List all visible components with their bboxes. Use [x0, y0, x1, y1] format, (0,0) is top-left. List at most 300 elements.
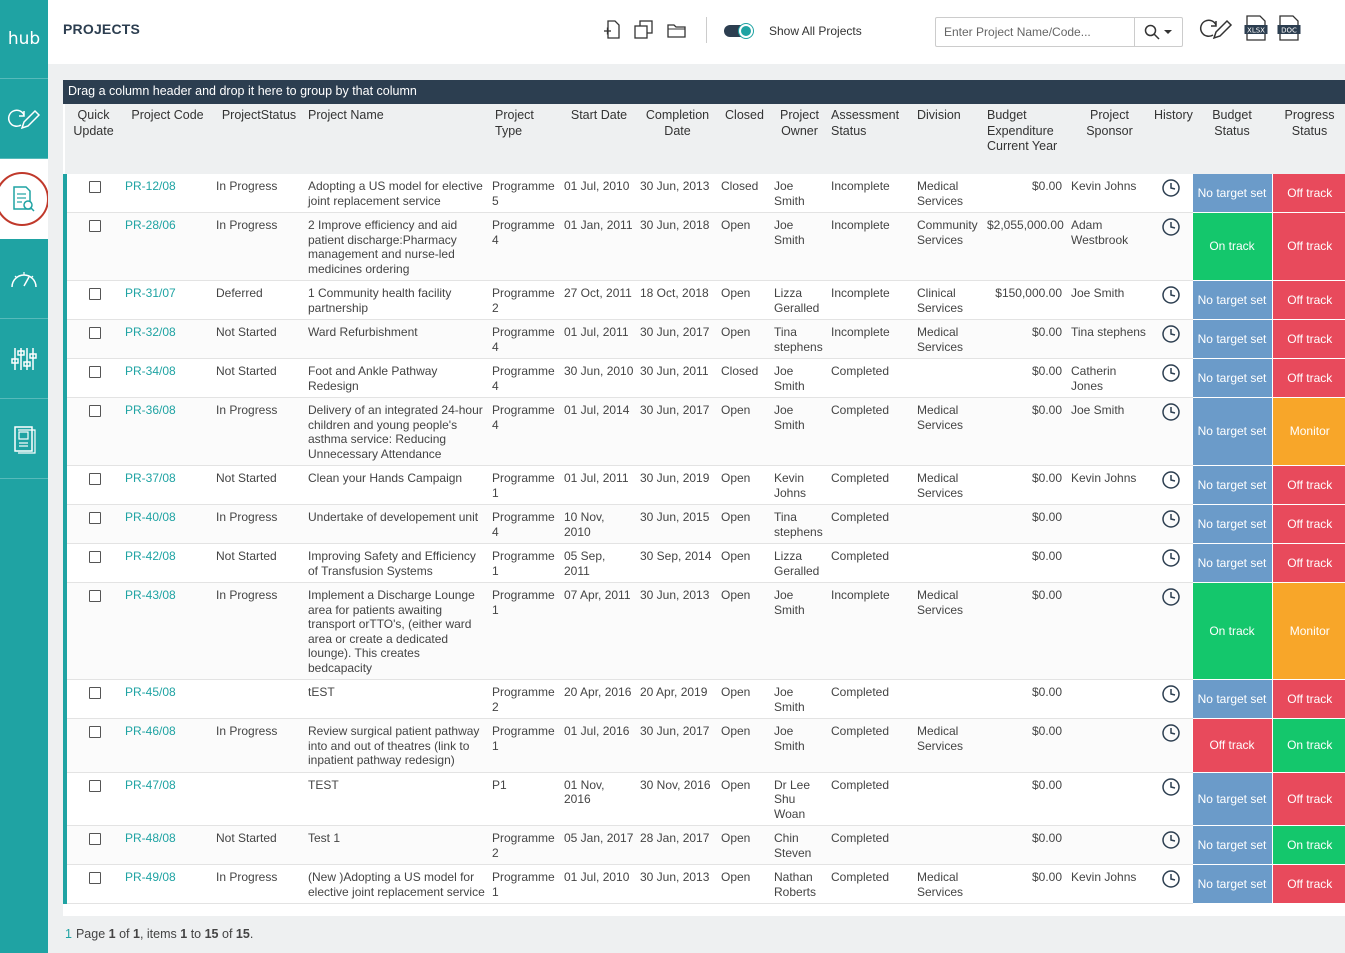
budget-expenditure-cell: $0.00: [984, 772, 1068, 826]
edit-sync-icon: [1199, 17, 1233, 41]
project-name-cell: Test 1: [305, 826, 489, 865]
project-owner-cell: Dr Lee Shu Woan: [771, 772, 828, 826]
history-clock-icon[interactable]: [1161, 402, 1181, 422]
progress-status-badge: Monitor: [1272, 583, 1345, 680]
start-date-cell: 10 Nov, 2010: [561, 505, 637, 544]
table-row: [65, 174, 1345, 213]
project-status-cell: In Progress: [213, 213, 305, 281]
table-header-row: [65, 104, 1345, 174]
projects-grid: [63, 80, 1345, 916]
division-cell: [914, 680, 984, 719]
project-name-cell: Clean your Hands Campaign: [305, 466, 489, 505]
column-header-budget-expenditure[interactable]: Budget Expenditure Current Year: [984, 104, 1068, 174]
project-sponsor-cell: Adam Westbrook: [1068, 213, 1151, 281]
add-project-button[interactable]: [603, 19, 623, 41]
project-sponsor-cell: Tina stephens: [1068, 320, 1151, 359]
budget-status-badge: Off track: [1192, 719, 1272, 773]
history-cell: [1151, 719, 1192, 773]
column-header-project-owner[interactable]: Project Owner: [771, 104, 828, 174]
project-sponsor-cell: [1068, 772, 1151, 826]
budget-expenditure-cell: $2,055,000.00: [984, 213, 1068, 281]
quick-update-checkbox[interactable]: [89, 327, 101, 339]
quick-update-checkbox[interactable]: [89, 551, 101, 563]
budget-status-badge: No target set: [1192, 505, 1272, 544]
division-cell: Medical Services: [914, 320, 984, 359]
history-cell: [1151, 213, 1192, 281]
budget-expenditure-cell: $0.00: [984, 359, 1068, 398]
history-clock-icon[interactable]: [1161, 470, 1181, 490]
history-clock-icon[interactable]: [1161, 548, 1181, 568]
project-type-cell: Programme 4: [489, 505, 561, 544]
history-clock-icon[interactable]: [1161, 777, 1181, 797]
bulk-update-button[interactable]: [1199, 17, 1233, 41]
division-cell: [914, 772, 984, 826]
project-code-link[interactable]: PR-43/08: [122, 583, 213, 680]
projects-table: [63, 104, 1345, 904]
toolbar-divider: [706, 17, 707, 43]
column-header-history[interactable]: History: [1151, 104, 1192, 174]
budget-expenditure-cell: $0.00: [984, 826, 1068, 865]
project-sponsor-cell: [1068, 826, 1151, 865]
project-code-link[interactable]: PR-12/08: [122, 174, 213, 213]
column-header-closed[interactable]: Closed: [718, 104, 771, 174]
project-sponsor-cell: Joe Smith: [1068, 398, 1151, 466]
project-code-link[interactable]: PR-34/08: [122, 359, 213, 398]
history-clock-icon[interactable]: [1161, 509, 1181, 529]
project-code-link[interactable]: PR-36/08: [122, 398, 213, 466]
project-code-link[interactable]: PR-47/08: [122, 772, 213, 826]
quick-update-checkbox[interactable]: [89, 288, 101, 300]
sliders-icon: [10, 345, 38, 373]
closed-cell: Closed: [718, 174, 771, 213]
history-clock-icon[interactable]: [1161, 684, 1181, 704]
project-owner-cell: Joe Smith: [771, 583, 828, 680]
sidebar-item-dashboard[interactable]: [0, 239, 48, 319]
project-code-link[interactable]: PR-46/08: [122, 719, 213, 773]
pager-total: 15: [235, 927, 250, 941]
column-header-quick-update[interactable]: Quick Update: [65, 104, 122, 174]
quick-update-cell: [65, 583, 122, 680]
budget-expenditure-cell: $0.00: [984, 174, 1068, 213]
column-header-progress-status[interactable]: Progress Status: [1272, 104, 1345, 174]
history-clock-icon[interactable]: [1161, 723, 1181, 743]
project-owner-cell: Kevin Johns: [771, 466, 828, 505]
copy-icon: [633, 19, 655, 41]
project-type-cell: Programme 4: [489, 320, 561, 359]
closed-cell: Open: [718, 398, 771, 466]
project-type-cell: Programme 2: [489, 281, 561, 320]
start-date-cell: 27 Oct, 2011: [561, 281, 637, 320]
budget-expenditure-cell: $0.00: [984, 680, 1068, 719]
pager-to-word: to: [190, 927, 202, 941]
completion-date-cell: 30 Jun, 2015: [637, 505, 718, 544]
xlsx-file-icon: [1244, 15, 1268, 41]
assessment-status-cell: Completed: [828, 826, 914, 865]
start-date-cell: 05 Jan, 2017: [561, 826, 637, 865]
assessment-status-cell: Completed: [828, 772, 914, 826]
progress-status-badge: Off track: [1272, 865, 1345, 904]
project-code-link[interactable]: PR-31/07: [122, 281, 213, 320]
history-cell: [1151, 320, 1192, 359]
project-name-cell: Foot and Ankle Pathway Redesign: [305, 359, 489, 398]
project-sponsor-cell: [1068, 583, 1151, 680]
budget-expenditure-cell: $0.00: [984, 505, 1068, 544]
project-type-cell: Programme 1: [489, 719, 561, 773]
doc-label: DOC: [1281, 26, 1297, 35]
project-type-cell: Programme 1: [489, 865, 561, 904]
quick-update-checkbox[interactable]: [89, 726, 101, 738]
completion-date-cell: 30 Jun, 2013: [637, 174, 718, 213]
quick-update-checkbox[interactable]: [89, 220, 101, 232]
assessment-status-cell: Incomplete: [828, 213, 914, 281]
project-type-cell: Programme 1: [489, 583, 561, 680]
completion-date-cell: 30 Jun, 2018: [637, 213, 718, 281]
assessment-status-cell: Completed: [828, 505, 914, 544]
closed-cell: Open: [718, 865, 771, 904]
history-cell: [1151, 826, 1192, 865]
project-owner-cell: Tina stephens: [771, 320, 828, 359]
project-search-input[interactable]: [936, 18, 1134, 46]
assessment-status-cell: Incomplete: [828, 583, 914, 680]
division-cell: Medical Services: [914, 466, 984, 505]
table-row: [65, 398, 1345, 466]
division-cell: [914, 544, 984, 583]
division-cell: Medical Services: [914, 719, 984, 773]
progress-status-badge: Off track: [1272, 213, 1345, 281]
table-row: [65, 826, 1345, 865]
project-status-cell: Not Started: [213, 320, 305, 359]
project-status-cell: Not Started: [213, 826, 305, 865]
column-header-project-status[interactable]: ProjectStatus: [213, 104, 305, 174]
project-sponsor-cell: Catherin Jones: [1068, 359, 1151, 398]
project-sponsor-cell: Kevin Johns: [1068, 865, 1151, 904]
assessment-status-cell: Completed: [828, 544, 914, 583]
completion-date-cell: 30 Jun, 2013: [637, 865, 718, 904]
project-name-cell: Ward Refurbishment: [305, 320, 489, 359]
export-doc-button[interactable]: [1277, 15, 1301, 41]
start-date-cell: 20 Apr, 2016: [561, 680, 637, 719]
closed-cell: Open: [718, 213, 771, 281]
project-type-cell: Programme 4: [489, 213, 561, 281]
table-row: [65, 281, 1345, 320]
quick-update-cell: [65, 680, 122, 719]
show-all-projects-toggle[interactable]: [724, 25, 752, 37]
budget-status-badge: No target set: [1192, 772, 1272, 826]
project-type-cell: Programme 2: [489, 826, 561, 865]
history-clock-icon[interactable]: [1161, 178, 1181, 198]
history-cell: [1151, 544, 1192, 583]
project-code-link[interactable]: PR-28/06: [122, 213, 213, 281]
project-status-cell: In Progress: [213, 398, 305, 466]
division-cell: [914, 826, 984, 865]
history-cell: [1151, 281, 1192, 320]
quick-update-cell: [65, 826, 122, 865]
assessment-status-cell: Completed: [828, 719, 914, 773]
progress-status-badge: On track: [1272, 826, 1345, 865]
assessment-status-cell: Completed: [828, 359, 914, 398]
pager-items-word: , items: [139, 927, 177, 941]
project-status-cell: Not Started: [213, 466, 305, 505]
quick-update-cell: [65, 213, 122, 281]
new-document-icon: [603, 19, 623, 41]
budget-status-badge: On track: [1192, 583, 1272, 680]
project-code-link[interactable]: PR-42/08: [122, 544, 213, 583]
project-owner-cell: Lizza Geralled: [771, 544, 828, 583]
quick-update-checkbox[interactable]: [89, 780, 101, 792]
division-cell: Medical Services: [914, 865, 984, 904]
budget-expenditure-cell: $0.00: [984, 398, 1068, 466]
completion-date-cell: 30 Jun, 2013: [637, 583, 718, 680]
table-row: [65, 213, 1345, 281]
project-owner-cell: Chin Steven: [771, 826, 828, 865]
pager-page-link[interactable]: 1: [65, 927, 72, 941]
quick-update-checkbox[interactable]: [89, 512, 101, 524]
history-cell: [1151, 505, 1192, 544]
history-cell: [1151, 583, 1192, 680]
division-cell: Medical Services: [914, 583, 984, 680]
project-type-cell: Programme 4: [489, 359, 561, 398]
project-sponsor-cell: [1068, 544, 1151, 583]
closed-cell: Open: [718, 826, 771, 865]
sidebar-item-projects[interactable]: [0, 159, 48, 239]
project-name-cell: Undertake of developement unit: [305, 505, 489, 544]
group-by-drop-area[interactable]: Drag a column header and drop it here to group by that column: [63, 80, 1345, 104]
division-cell: Clinical Services: [914, 281, 984, 320]
project-code-link[interactable]: PR-37/08: [122, 466, 213, 505]
history-clock-icon[interactable]: [1161, 217, 1181, 237]
progress-status-badge: Off track: [1272, 772, 1345, 826]
start-date-cell: 30 Jun, 2010: [561, 359, 637, 398]
column-header-budget-status[interactable]: Budget Status: [1192, 104, 1272, 174]
project-name-cell: 2 Improve efficiency and aid patient discharge:Pharmacy management and nurse-led medicines ordering: [305, 213, 489, 281]
quick-update-cell: [65, 719, 122, 773]
completion-date-cell: 30 Jun, 2017: [637, 398, 718, 466]
edit-sync-icon: [7, 107, 41, 131]
start-date-cell: 01 Jul, 2010: [561, 865, 637, 904]
history-cell: [1151, 680, 1192, 719]
completion-date-cell: 30 Nov, 2016: [637, 772, 718, 826]
column-header-completion-date[interactable]: Completion Date: [637, 104, 718, 174]
budget-expenditure-cell: $0.00: [984, 320, 1068, 359]
quick-update-checkbox[interactable]: [89, 590, 101, 602]
completion-date-cell: 20 Apr, 2019: [637, 680, 718, 719]
closed-cell: Open: [718, 772, 771, 826]
xlsx-label: XLSX: [1247, 26, 1265, 35]
project-name-cell: Delivery of an integrated 24-hour children and young people's asthma service: Reducing Unnecessary Attendance: [305, 398, 489, 466]
project-type-cell: Programme 2: [489, 680, 561, 719]
table-row: [65, 772, 1345, 826]
project-sponsor-cell: Kevin Johns: [1068, 174, 1151, 213]
folder-icon: [666, 19, 688, 41]
start-date-cell: 01 Jul, 2016: [561, 719, 637, 773]
closed-cell: Open: [718, 466, 771, 505]
progress-status-badge: Monitor: [1272, 398, 1345, 466]
budget-expenditure-cell: $0.00: [984, 719, 1068, 773]
start-date-cell: 01 Jul, 2010: [561, 174, 637, 213]
completion-date-cell: 30 Jun, 2019: [637, 466, 718, 505]
history-clock-icon[interactable]: [1161, 285, 1181, 305]
progress-status-badge: Off track: [1272, 466, 1345, 505]
project-type-cell: Programme 5: [489, 174, 561, 213]
column-header-project-type[interactable]: Project Type: [489, 104, 561, 174]
search-button[interactable]: [1134, 18, 1182, 46]
assessment-status-cell: Completed: [828, 865, 914, 904]
closed-cell: Open: [718, 583, 771, 680]
column-header-project-sponsor[interactable]: Project Sponsor: [1068, 104, 1151, 174]
project-code-link[interactable]: PR-32/08: [122, 320, 213, 359]
column-header-assessment-status[interactable]: Assessment Status: [828, 104, 914, 174]
quick-update-checkbox[interactable]: [89, 687, 101, 699]
history-clock-icon[interactable]: [1161, 830, 1181, 850]
quick-update-checkbox[interactable]: [89, 872, 101, 884]
closed-cell: Open: [718, 544, 771, 583]
table-row: [65, 466, 1345, 505]
quick-update-cell: [65, 865, 122, 904]
closed-cell: Open: [718, 680, 771, 719]
table-row: [65, 544, 1345, 583]
progress-status-badge: Off track: [1272, 505, 1345, 544]
closed-cell: Closed: [718, 359, 771, 398]
export-xlsx-button[interactable]: [1244, 15, 1268, 41]
project-name-cell: tEST: [305, 680, 489, 719]
start-date-cell: 01 Jul, 2011: [561, 320, 637, 359]
project-status-cell: In Progress: [213, 174, 305, 213]
completion-date-cell: 30 Jun, 2011: [637, 359, 718, 398]
progress-status-badge: Off track: [1272, 281, 1345, 320]
project-code-link[interactable]: PR-48/08: [122, 826, 213, 865]
table-row: [65, 505, 1345, 544]
history-clock-icon[interactable]: [1161, 587, 1181, 607]
quick-update-checkbox[interactable]: [89, 473, 101, 485]
project-sponsor-cell: Kevin Johns: [1068, 466, 1151, 505]
project-name-cell: Adopting a US model for elective joint replacement service: [305, 174, 489, 213]
closed-cell: Open: [718, 281, 771, 320]
table-body: [65, 174, 1345, 904]
pager-page-word: Page: [75, 927, 106, 941]
pager-page: 1: [108, 927, 116, 941]
quick-update-cell: [65, 174, 122, 213]
column-header-project-code[interactable]: Project Code: [122, 104, 213, 174]
project-owner-cell: Joe Smith: [771, 398, 828, 466]
open-folder-button[interactable]: [666, 19, 688, 41]
pager-from: 1: [180, 927, 188, 941]
start-date-cell: 05 Sep, 2011: [561, 544, 637, 583]
table-row: [65, 865, 1345, 904]
table-row: [65, 680, 1345, 719]
assessment-status-cell: Completed: [828, 466, 914, 505]
closed-cell: Open: [718, 320, 771, 359]
dashboard-gauge-icon: [9, 267, 39, 291]
assessment-status-cell: Incomplete: [828, 281, 914, 320]
project-code-link[interactable]: PR-45/08: [122, 680, 213, 719]
report-book-icon: [11, 424, 37, 454]
hub-logo: hub: [0, 0, 48, 79]
history-clock-icon[interactable]: [1161, 869, 1181, 889]
assessment-status-cell: Completed: [828, 680, 914, 719]
quick-update-cell: [65, 466, 122, 505]
doc-file-icon: [1277, 15, 1301, 41]
column-header-project-name[interactable]: Project Name: [305, 104, 489, 174]
completion-date-cell: 30 Jun, 2017: [637, 719, 718, 773]
history-cell: [1151, 398, 1192, 466]
project-code-link[interactable]: PR-40/08: [122, 505, 213, 544]
quick-update-checkbox[interactable]: [89, 366, 101, 378]
budget-expenditure-cell: $150,000.00: [984, 281, 1068, 320]
history-clock-icon[interactable]: [1161, 363, 1181, 383]
quick-update-checkbox[interactable]: [89, 181, 101, 193]
project-owner-cell: Tina stephens: [771, 505, 828, 544]
quick-update-cell: [65, 544, 122, 583]
project-name-cell: (New )Adopting a US model for elective joint replacement service: [305, 865, 489, 904]
budget-expenditure-cell: $0.00: [984, 466, 1068, 505]
project-sponsor-cell: [1068, 505, 1151, 544]
project-status-cell: [213, 772, 305, 826]
copy-project-button[interactable]: [633, 19, 655, 41]
quick-update-cell: [65, 505, 122, 544]
budget-expenditure-cell: $0.00: [984, 544, 1068, 583]
sidebar-item-reports[interactable]: [0, 399, 48, 479]
completion-date-cell: 18 Oct, 2018: [637, 281, 718, 320]
project-owner-cell: Joe Smith: [771, 680, 828, 719]
division-cell: [914, 505, 984, 544]
project-status-cell: In Progress: [213, 719, 305, 773]
start-date-cell: 01 Jul, 2011: [561, 466, 637, 505]
project-name-cell: 1 Community health facility partnership: [305, 281, 489, 320]
budget-status-badge: No target set: [1192, 865, 1272, 904]
project-owner-cell: Lizza Geralled: [771, 281, 828, 320]
closed-cell: Open: [718, 505, 771, 544]
show-all-projects-label: Show All Projects: [769, 24, 862, 38]
division-cell: Medical Services: [914, 398, 984, 466]
start-date-cell: 01 Jul, 2014: [561, 398, 637, 466]
budget-status-badge: No target set: [1192, 544, 1272, 583]
project-sponsor-cell: [1068, 680, 1151, 719]
budget-status-badge: No target set: [1192, 320, 1272, 359]
column-header-start-date[interactable]: Start Date: [561, 104, 637, 174]
progress-status-badge: Off track: [1272, 359, 1345, 398]
assessment-status-cell: Incomplete: [828, 320, 914, 359]
division-cell: Community Services: [914, 213, 984, 281]
project-search-box: [935, 17, 1183, 47]
quick-update-checkbox[interactable]: [89, 833, 101, 845]
project-name-cell: Improving Safety and Efficiency of Transfusion Systems: [305, 544, 489, 583]
quick-update-checkbox[interactable]: [89, 405, 101, 417]
project-name-cell: Implement a Discharge Lounge area for patients awaiting transport orTTO's, (either ward area or create a dedicated lounge). This creates bedcapacity: [305, 583, 489, 680]
completion-date-cell: 30 Sep, 2014: [637, 544, 718, 583]
completion-date-cell: 28 Jan, 2017: [637, 826, 718, 865]
budget-status-badge: No target set: [1192, 826, 1272, 865]
start-date-cell: 07 Apr, 2011: [561, 583, 637, 680]
sidebar: [0, 0, 48, 953]
progress-status-badge: Off track: [1272, 174, 1345, 213]
division-cell: Medical Services: [914, 174, 984, 213]
sidebar-item-edit[interactable]: [0, 79, 48, 159]
sidebar-item-settings[interactable]: [0, 319, 48, 399]
project-name-cell: TEST: [305, 772, 489, 826]
project-owner-cell: Joe Smith: [771, 359, 828, 398]
quick-update-cell: [65, 398, 122, 466]
history-cell: [1151, 359, 1192, 398]
project-status-cell: In Progress: [213, 505, 305, 544]
budget-status-badge: On track: [1192, 213, 1272, 281]
project-owner-cell: Nathan Roberts: [771, 865, 828, 904]
progress-status-badge: On track: [1272, 719, 1345, 773]
column-header-division[interactable]: Division: [914, 104, 984, 174]
project-type-cell: Programme 1: [489, 544, 561, 583]
history-clock-icon[interactable]: [1161, 324, 1181, 344]
project-code-link[interactable]: PR-49/08: [122, 865, 213, 904]
project-type-cell: P1: [489, 772, 561, 826]
